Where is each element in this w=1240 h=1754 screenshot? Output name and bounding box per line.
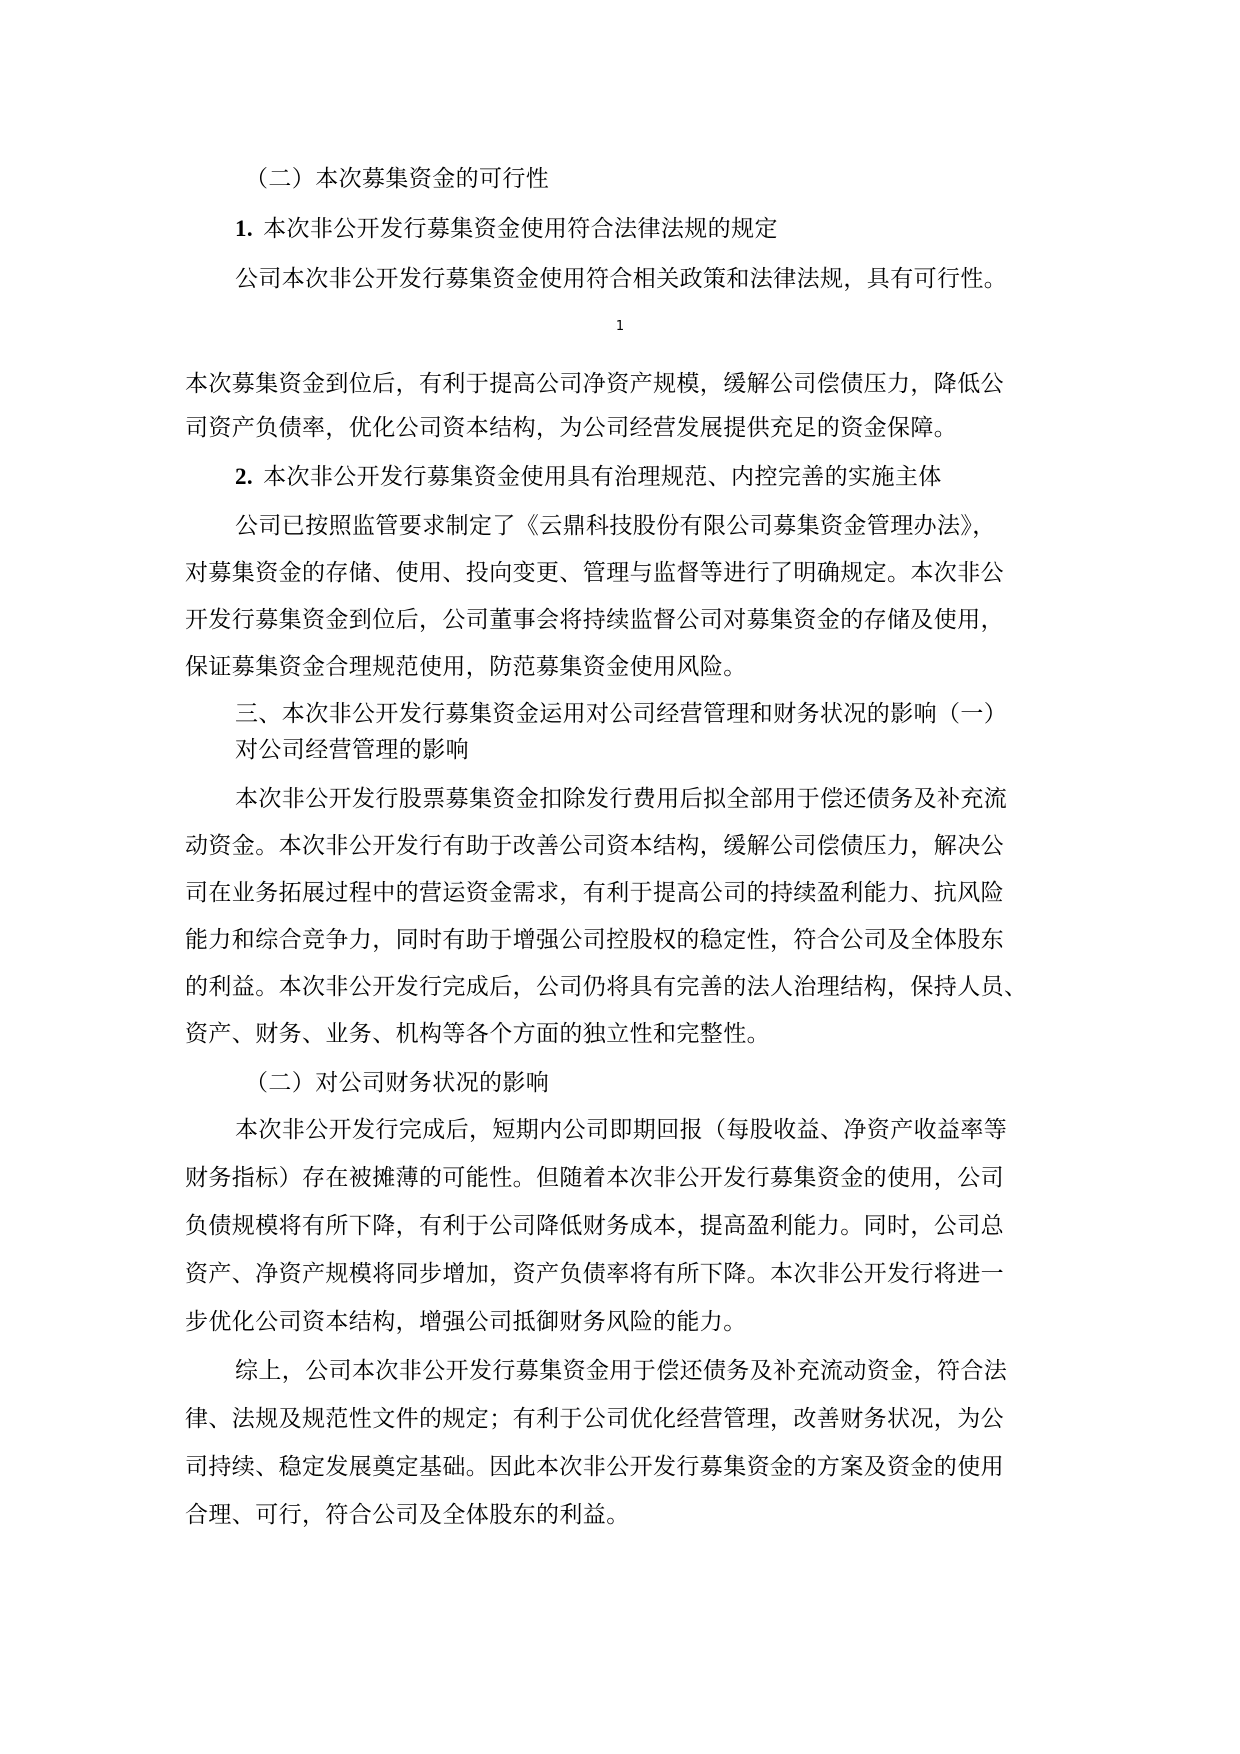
paragraph-line: 资产、净资产规模将同步增加，资产负债率将有所下降。本次非公开发行将进一 [185, 1261, 1004, 1287]
section-three-subheading: 对公司经营管理的影响 [235, 737, 469, 763]
item-1-number: 1. [235, 216, 254, 241]
item-1-paragraph: 公司本次非公开发行募集资金使用符合相关政策和法律法规，具有可行性。 [235, 266, 1008, 292]
finance-heading: （二）对公司财务状况的影响 [245, 1070, 550, 1096]
paragraph-line: 司持续、稳定发展奠定基础。因此本次非公开发行募集资金的方案及资金的使用 [185, 1454, 1004, 1480]
item-1-heading [235, 215, 778, 243]
paragraph-line: 资产、财务、业务、机构等各个方面的独立性和完整性。 [185, 1021, 770, 1047]
section-two-heading: （二）本次募集资金的可行性 [245, 166, 550, 192]
page-number: 1 [615, 319, 625, 334]
paragraph-line: 律、法规及规范性文件的规定；有利于公司优化经营管理，改善财务状况，为公 [185, 1406, 1004, 1432]
paragraph-line: 动资金。本次非公开发行有助于改善公司资本结构，缓解公司偿债压力，解决公 [185, 833, 1004, 859]
paragraph-line: 司在业务拓展过程中的营运资金需求，有利于提高公司的持续盈利能力、抗风险 [185, 880, 1004, 906]
item-2-number: 2. [235, 464, 254, 489]
paragraph-line: 步优化公司资本结构，增强公司抵御财务风险的能力。 [185, 1309, 747, 1335]
paragraph-line: 的利益。本次非公开发行完成后，公司仍将具有完善的法人治理结构，保持人员、 [185, 974, 1028, 1000]
section-three-heading: 三、本次非公开发行募集资金运用对公司经营管理和财务状况的影响（一） [235, 701, 1008, 727]
paragraph-line: 本次募集资金到位后，有利于提高公司净资产规模，缓解公司偿债压力，降低公 [185, 371, 1004, 397]
paragraph-line: 本次非公开发行股票募集资金扣除发行费用后拟全部用于偿还债务及补充流 [235, 786, 1008, 812]
item-1-text: 本次非公开发行募集资金使用符合法律法规的规定 [263, 216, 778, 242]
paragraph-line: 综上，公司本次非公开发行募集资金用于偿还债务及补充流动资金，符合法 [235, 1358, 1008, 1384]
paragraph-line: 公司已按照监管要求制定了《云鼎科技股份有限公司募集资金管理办法》， [235, 513, 996, 539]
paragraph-line: 保证募集资金合理规范使用，防范募集资金使用风险。 [185, 654, 747, 680]
paragraph-line: 能力和综合竞争力，同时有助于增强公司控股权的稳定性，符合公司及全体股东 [185, 927, 1004, 953]
paragraph-line: 开发行募集资金到位后，公司董事会将持续监督公司对募集资金的存储及使用， [185, 607, 1004, 633]
paragraph-line: 对募集资金的存储、使用、投向变更、管理与监督等进行了明确规定。本次非公 [185, 560, 1004, 586]
paragraph-line: 合理、可行，符合公司及全体股东的利益。 [185, 1502, 630, 1528]
item-2-text: 本次非公开发行募集资金使用具有治理规范、内控完善的实施主体 [263, 464, 942, 490]
paragraph-line: 负债规模将有所下降，有利于公司降低财务成本，提高盈利能力。同时，公司总 [185, 1213, 1004, 1239]
paragraph-line: 司资产负债率，优化公司资本结构，为公司经营发展提供充足的资金保障。 [185, 415, 958, 441]
item-2-heading [235, 463, 942, 491]
paragraph-line: 本次非公开发行完成后，短期内公司即期回报（每股收益、净资产收益率等 [235, 1117, 1008, 1143]
paragraph-line: 财务指标）存在被摊薄的可能性。但随着本次非公开发行募集资金的使用，公司 [185, 1165, 1004, 1191]
